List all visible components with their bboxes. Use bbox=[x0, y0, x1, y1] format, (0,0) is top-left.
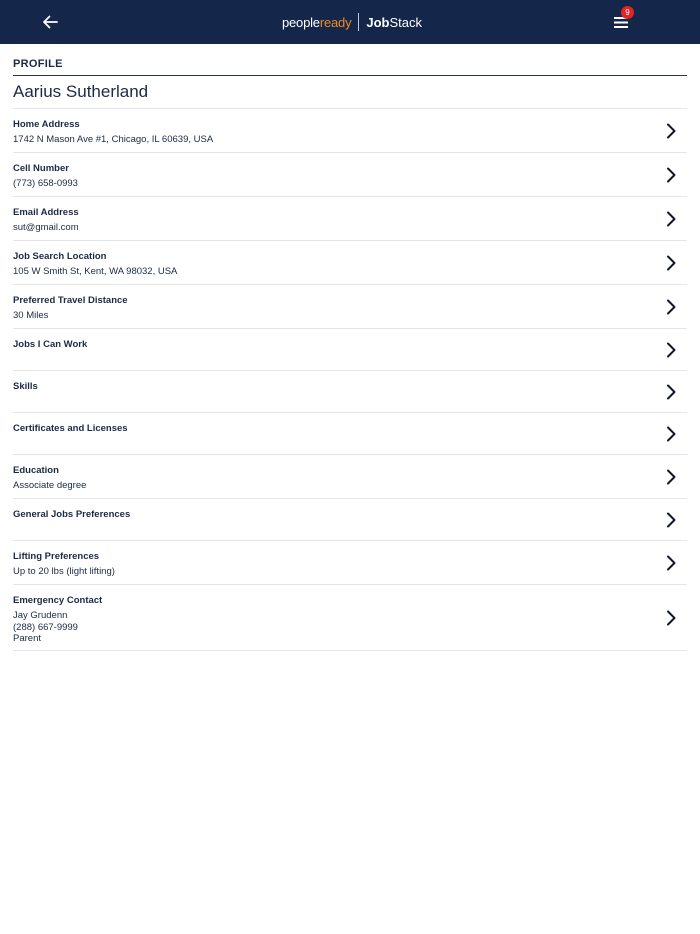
profile-row-email-address[interactable] bbox=[13, 196, 687, 240]
chevron-right-icon bbox=[665, 210, 677, 228]
profile-row-lifting-preferences[interactable] bbox=[13, 540, 687, 584]
chevron-right-icon bbox=[665, 511, 677, 529]
row-value: 105 W Smith St, Kent, WA 98032, USA bbox=[13, 266, 178, 277]
row-label: Certificates and Licenses bbox=[13, 423, 128, 434]
profile-row-emergency-contact[interactable] bbox=[13, 584, 687, 651]
profile-row-education[interactable] bbox=[13, 454, 687, 498]
logo-ready-text: ready bbox=[319, 14, 352, 30]
row-value: 30 Miles bbox=[13, 310, 49, 321]
profile-row-cell-number[interactable] bbox=[13, 152, 687, 196]
section-header bbox=[13, 54, 687, 76]
row-label: General Jobs Preferences bbox=[13, 509, 131, 520]
arrow-left-icon bbox=[42, 15, 58, 29]
profile-row-certificates-and-licenses[interactable] bbox=[13, 412, 687, 454]
row-value: sut@gmail.com bbox=[13, 222, 79, 233]
logo-people-text: people bbox=[282, 14, 320, 30]
logo-stack-text: Stack bbox=[389, 14, 423, 30]
row-value: (288) 667-9999 bbox=[13, 621, 78, 633]
row-label: Emergency Contact bbox=[13, 595, 103, 606]
row-label: Job Search Location bbox=[13, 251, 107, 262]
row-label: Email Address bbox=[13, 207, 79, 218]
app-logo bbox=[282, 11, 422, 33]
chevron-right-icon bbox=[665, 609, 677, 627]
row-value: Up to 20 lbs (light lifting) bbox=[13, 566, 115, 577]
profile-list bbox=[13, 108, 687, 651]
row-value: Parent bbox=[13, 633, 41, 644]
profile-row-home-address[interactable] bbox=[13, 108, 687, 152]
chevron-right-icon bbox=[665, 554, 677, 572]
row-label: Cell Number bbox=[13, 163, 69, 174]
chevron-right-icon bbox=[665, 425, 677, 443]
chevron-right-icon bbox=[665, 341, 677, 359]
logo-job-text: Job bbox=[366, 14, 390, 30]
logo-divider bbox=[358, 13, 359, 31]
profile-row-jobs-i-can-work[interactable] bbox=[13, 328, 687, 370]
notification-badge: 9 bbox=[621, 6, 634, 19]
row-value: Jay Grudenn bbox=[13, 610, 68, 621]
row-value: Associate degree bbox=[13, 480, 87, 491]
row-value: (773) 658-0993 bbox=[13, 178, 78, 189]
row-label: Skills bbox=[13, 381, 38, 392]
row-label: Education bbox=[13, 465, 59, 476]
profile-row-general-jobs-preferences[interactable] bbox=[13, 498, 687, 540]
row-label: Preferred Travel Distance bbox=[13, 295, 128, 306]
row-label: Home Address bbox=[13, 119, 80, 130]
chevron-right-icon bbox=[665, 166, 677, 184]
row-label: Jobs I Can Work bbox=[13, 339, 88, 350]
profile-row-preferred-travel-distance[interactable] bbox=[13, 284, 687, 328]
back-button[interactable] bbox=[36, 9, 64, 35]
chevron-right-icon bbox=[665, 298, 677, 316]
profile-name: Aarius Sutherland bbox=[13, 82, 149, 101]
chevron-right-icon bbox=[665, 383, 677, 401]
row-label: Lifting Preferences bbox=[13, 551, 100, 562]
chevron-right-icon bbox=[665, 254, 677, 272]
chevron-right-icon bbox=[665, 468, 677, 486]
section-title: PROFILE bbox=[13, 58, 63, 70]
row-value: 1742 N Mason Ave #1, Chicago, IL 60639, USA bbox=[13, 134, 214, 145]
top-bar bbox=[0, 0, 700, 44]
profile-row-skills[interactable] bbox=[13, 370, 687, 412]
chevron-right-icon bbox=[665, 122, 677, 140]
profile-row-job-search-location[interactable] bbox=[13, 240, 687, 284]
